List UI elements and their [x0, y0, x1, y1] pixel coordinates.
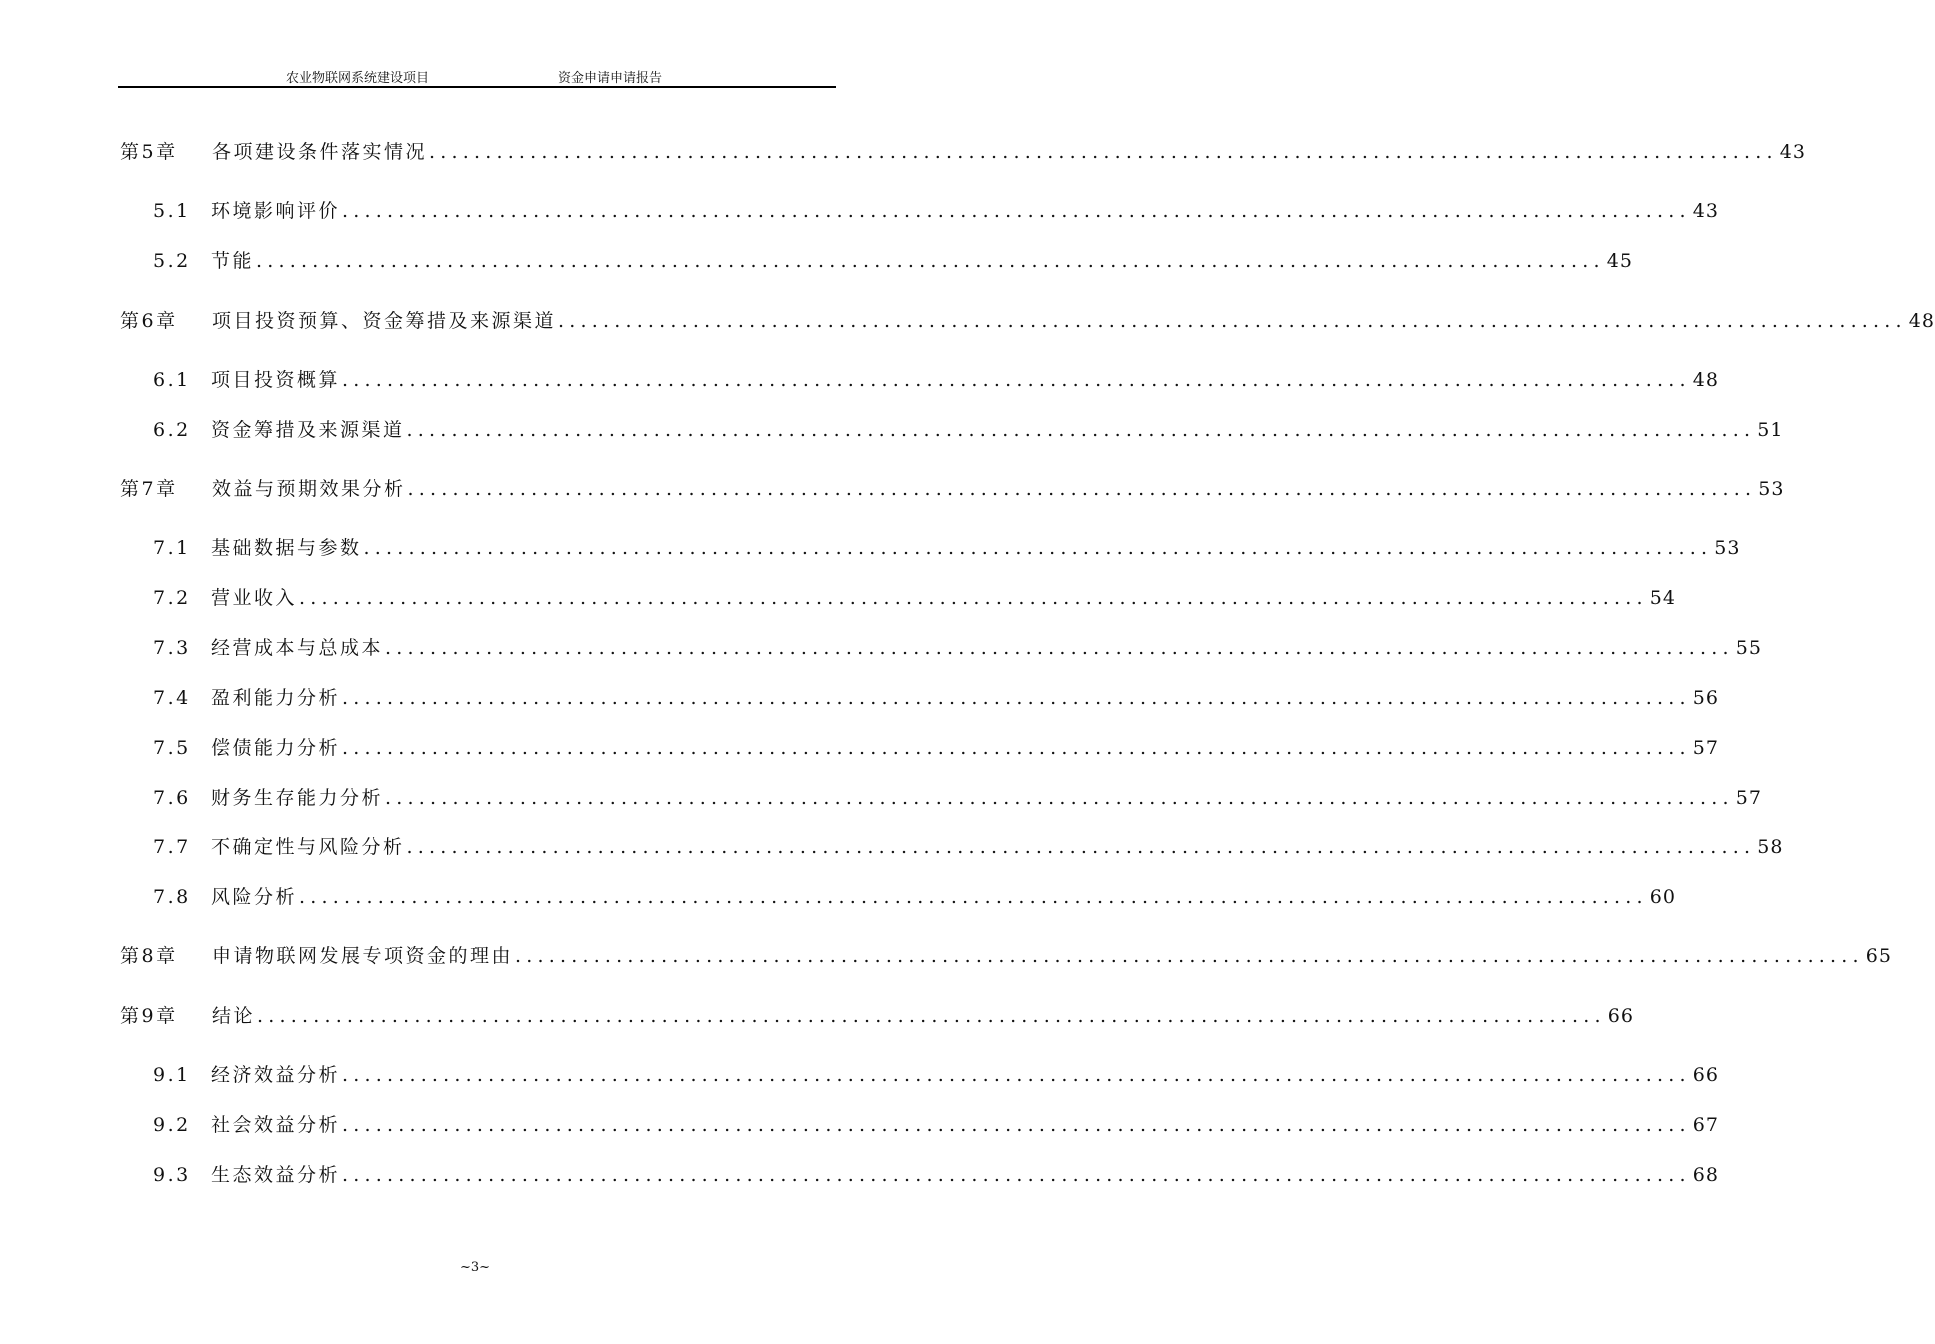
toc-entry[interactable] — [153, 196, 1719, 226]
toc-entry-page: 43 — [1779, 141, 1806, 163]
dot-leader: ........................................................................................................................ — [256, 250, 1605, 272]
toc-entry-title: 风险分析 — [211, 886, 298, 908]
dot-leader: ........................................................................................................................ — [299, 587, 1648, 609]
toc-entry[interactable] — [120, 306, 1935, 336]
dot-leader: ........................................................................................................................ — [515, 945, 1864, 967]
dot-leader: ........................................................................................................................ — [342, 1164, 1691, 1186]
toc-entry-title: 经营成本与总成本 — [211, 637, 384, 659]
toc-entry-number: 6.2 — [153, 419, 191, 441]
dot-leader: ........................................................................................................................ — [385, 787, 1734, 809]
toc-entry-number: 7.4 — [153, 687, 191, 709]
toc-entry[interactable] — [153, 683, 1719, 713]
toc-entry-number: 第7章 — [120, 478, 178, 500]
toc-entry-number: 7.8 — [153, 886, 191, 908]
toc-entry[interactable] — [120, 1001, 1634, 1031]
toc-entry-page: 48 — [1908, 310, 1935, 332]
toc-entry-number: 5.1 — [153, 200, 191, 222]
toc-entry-page: 43 — [1692, 200, 1719, 222]
dot-leader: ........................................................................................................................ — [342, 687, 1691, 709]
toc-entry-number: 7.2 — [153, 587, 191, 609]
toc-entry-title: 项目投资概算 — [211, 369, 341, 391]
toc-entry-number: 7.1 — [153, 537, 191, 559]
toc-entry-page: 45 — [1606, 250, 1633, 272]
toc-entry-number: 第6章 — [120, 310, 178, 332]
toc-entry-number: 9.3 — [153, 1164, 191, 1186]
toc-entry-number: 9.2 — [153, 1114, 191, 1136]
toc-entry[interactable] — [153, 882, 1676, 912]
toc-entry-title: 财务生存能力分析 — [211, 787, 384, 809]
toc-entry-number: 7.3 — [153, 637, 191, 659]
toc-entry[interactable] — [153, 365, 1719, 395]
toc-entry-title: 环境影响评价 — [211, 200, 341, 222]
toc-entry-title: 结论 — [212, 1005, 256, 1027]
dot-leader: ........................................................................................................................ — [342, 200, 1691, 222]
toc-entry[interactable] — [120, 941, 1892, 971]
toc-entry-title: 社会效益分析 — [211, 1114, 341, 1136]
toc-entry-page: 67 — [1692, 1114, 1719, 1136]
toc-entry[interactable] — [153, 633, 1762, 663]
toc-entry[interactable] — [153, 415, 1784, 445]
toc-entry-title: 生态效益分析 — [211, 1164, 341, 1186]
toc-entry[interactable] — [153, 533, 1741, 563]
toc-entry-number: 第5章 — [120, 141, 178, 163]
toc-entry-title: 不确定性与风险分析 — [211, 836, 405, 858]
toc-entry-page: 54 — [1649, 587, 1676, 609]
toc-entry-number: 7.5 — [153, 737, 191, 759]
toc-entry[interactable] — [153, 583, 1676, 613]
toc-entry-page: 53 — [1758, 478, 1785, 500]
toc-entry-number: 7.6 — [153, 787, 191, 809]
toc-entry-page: 51 — [1757, 419, 1784, 441]
dot-leader: ........................................................................................................................ — [363, 537, 1713, 559]
toc-entry-page: 60 — [1649, 886, 1676, 908]
toc-entry-page: 53 — [1714, 537, 1741, 559]
toc-entry[interactable] — [153, 783, 1762, 813]
toc-entry-title: 基础数据与参数 — [211, 537, 362, 559]
toc-entry[interactable] — [153, 733, 1719, 763]
toc-entry-page: 66 — [1607, 1005, 1634, 1027]
dot-leader: ........................................................................................................................ — [257, 1005, 1606, 1027]
toc-entry-title: 偿债能力分析 — [211, 737, 341, 759]
dot-leader: ........................................................................................................................ — [558, 310, 1907, 332]
toc-entry-title: 节能 — [211, 250, 255, 272]
dot-leader: ........................................................................................................................ — [342, 1064, 1691, 1086]
dot-leader: ........................................................................................................................ — [299, 886, 1648, 908]
toc-entry-title: 盈利能力分析 — [211, 687, 341, 709]
toc-entry-page: 55 — [1735, 637, 1762, 659]
dot-leader: ........................................................................................................................ — [385, 637, 1734, 659]
toc-entry-page: 65 — [1865, 945, 1892, 967]
toc-entry-title: 效益与预期效果分析 — [212, 478, 406, 500]
toc-entry-number: 5.2 — [153, 250, 191, 272]
toc-entry-number: 9.1 — [153, 1064, 191, 1086]
toc-entry[interactable] — [153, 1160, 1719, 1190]
toc-entry-page: 57 — [1735, 787, 1762, 809]
dot-leader: ........................................................................................................................ — [342, 1114, 1691, 1136]
toc-entry[interactable] — [120, 474, 1785, 504]
dot-leader: ........................................................................................................................ — [406, 419, 1756, 441]
toc-entry-title: 申请物联网发展专项资金的理由 — [212, 945, 514, 967]
toc-entry[interactable] — [153, 832, 1784, 862]
toc-entry-page: 56 — [1692, 687, 1719, 709]
toc-entry[interactable] — [153, 246, 1633, 276]
toc-entry-title: 营业收入 — [211, 587, 298, 609]
toc-entry-page: 57 — [1692, 737, 1719, 759]
toc-entry-page: 58 — [1757, 836, 1784, 858]
toc-entry-page: 48 — [1692, 369, 1719, 391]
dot-leader: ........................................................................................................................ — [407, 478, 1757, 500]
dot-leader: ........................................................................................................................ — [429, 141, 1778, 163]
toc-entry-number: 第8章 — [120, 945, 178, 967]
toc-entry-title: 项目投资预算、资金筹措及来源渠道 — [212, 310, 557, 332]
toc-entry[interactable] — [153, 1060, 1719, 1090]
toc-entry-number: 7.7 — [153, 836, 191, 858]
toc-entry-title: 经济效益分析 — [211, 1064, 341, 1086]
toc-entry-number: 6.1 — [153, 369, 191, 391]
toc-entry-page: 68 — [1692, 1164, 1719, 1186]
toc-entry-title: 资金筹措及来源渠道 — [211, 419, 405, 441]
dot-leader: ........................................................................................................................ — [342, 737, 1691, 759]
toc-entry-page: 66 — [1692, 1064, 1719, 1086]
dot-leader: ........................................................................................................................ — [406, 836, 1756, 858]
toc-entry[interactable] — [153, 1110, 1719, 1140]
page-number: ~3~ — [459, 1260, 491, 1275]
toc-entry-number: 第9章 — [120, 1005, 178, 1027]
toc-entry-title: 各项建设条件落实情况 — [212, 141, 428, 163]
dot-leader: ........................................................................................................................ — [342, 369, 1691, 391]
header-project-title: 农业物联网系统建设项目 — [286, 71, 430, 86]
toc-entry[interactable] — [120, 137, 1806, 167]
header-report-title: 资金申请申请报告 — [558, 71, 663, 86]
